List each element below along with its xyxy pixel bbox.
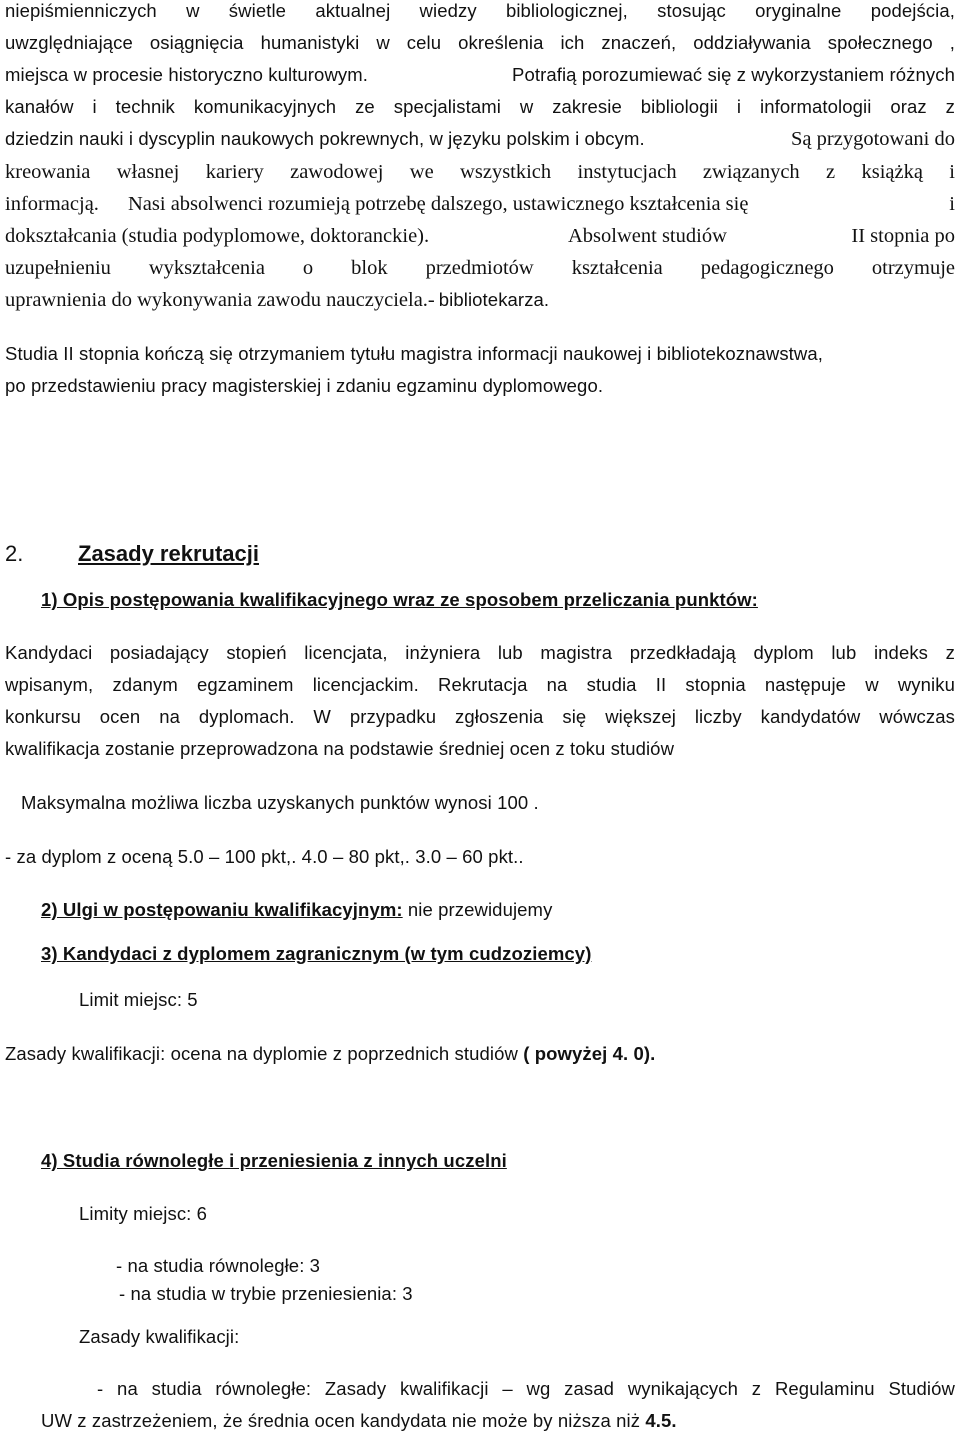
- intro-line-6: kreowania własnej kariery zawodowej we wszystkich instytucjach związanych z książką i: [5, 161, 955, 183]
- intro-line-7: informacją. Nasi absolwenci rozumieją potrzebę dalszego, ustawicznego kształcenia się i: [5, 193, 955, 215]
- intro-line-1: niepiśmienniczych w świetle aktualnej wiedzy bibliologicznej, stosując oryginalne podejścia,: [5, 0, 955, 21]
- section-title: Zasady rekrutacji: [78, 541, 259, 566]
- sub4-heading: 4) Studia równoległe i przeniesienia z innych uczelni: [41, 1150, 507, 1171]
- intro-line-8: dokształcania (studia podyplomowe, doktoranckie). Absolwent studiów II stopnia po: [5, 225, 955, 247]
- sub1-line-4: kwalifikacja zostanie przeprowadzona na podstawie średniej ocen z toku studiów: [5, 738, 675, 759]
- sub1-heading: 1) Opis postępowania kwalifikacyjnego wraz ze sposobem przeliczania punktów:: [41, 589, 758, 610]
- sub1-line-1: Kandydaci posiadający stopień licencjata, inżyniera lub magistra przedkładają dyplom lub indeks z: [5, 642, 955, 663]
- sub4-rules-label: Zasady kwalifikacji:: [79, 1326, 240, 1347]
- points-scale: - za dyplom z oceną 5.0 – 100 pkt,. 4.0 – 80 pkt,. 3.0 – 60 pkt..: [5, 846, 524, 867]
- sub3-limit: Limit miejsc: 5: [79, 989, 198, 1010]
- sub2-value: nie przewidujemy: [402, 899, 553, 920]
- sub2-row: [41, 897, 552, 923]
- sub4-parallel: - na studia równoległe: 3: [116, 1255, 321, 1276]
- sub1-line-2: wpisanym, zdanym egzaminem licencjackim. Rekrutacja na studia II stopnia następuje w wyniku: [5, 674, 955, 695]
- sub1-line-3: konkursu ocen na dyplomach. W przypadku zgłoszenia się większej liczby kandydatów wówczas: [5, 706, 955, 727]
- sub2-heading: 2) Ulgi w postępowaniu kwalifikacyjnym:: [41, 899, 403, 920]
- sub3-rules: Zasady kwalifikacji: ocena na dyplomie z poprzednich studiów ( powyżej 4. 0).: [5, 1043, 656, 1064]
- intro-line-9: uzupełnieniu wykształcenia o blok przedmiotów kształcenia pedagogicznego otrzymuje: [5, 257, 955, 279]
- intro-line-10: uprawnienia do wykonywania zawodu nauczyciela.- bibliotekarza.: [5, 289, 550, 311]
- sub4-last-line-1: - na studia równoległe: Zasady kwalifikacji – wg zasad wynikających z Regulaminu Studiów: [97, 1378, 955, 1399]
- sub4-transfer: - na studia w trybie przeniesienia: 3: [119, 1283, 413, 1304]
- degree-line-2: po przedstawieniu pracy magisterskiej i zdaniu egzaminu dyplomowego.: [5, 375, 604, 396]
- section-number: 2.: [5, 541, 24, 566]
- intro-line-3: miejsca w procesie historyczno kulturowym. Potrafią porozumiewać się z wykorzystaniem różnych: [5, 64, 955, 85]
- intro-line-2: uwzględniające osiągnięcia humanistyki w celu określenia ich znaczeń, oddziaływania społecznego ,: [5, 32, 955, 53]
- max-points: Maksymalna możliwa liczba uzyskanych punktów wynosi 100 .: [21, 792, 539, 813]
- intro-line-5: dziedzin nauki i dyscyplin naukowych pokrewnych, w języku polskim i obcym. Są przygotowani do: [5, 128, 955, 150]
- degree-line-1: Studia II stopnia kończą się otrzymaniem tytułu magistra informacji naukowej i bibliotekoznawstwa,: [5, 343, 823, 364]
- intro-line-4: kanałów i technik komunikacyjnych ze specjalistami w zakresie bibliologii i informatologii oraz z: [5, 96, 955, 117]
- section-heading: [5, 541, 955, 567]
- sub4-last-line-2: UW z zastrzeżeniem, że średnia ocen kandydata nie może by niższa niż 4.5.: [41, 1410, 677, 1431]
- sub4-limits: Limity miejsc: 6: [79, 1203, 208, 1224]
- sub3-heading: 3) Kandydaci z dyplomem zagranicznym (w tym cudzoziemcy): [41, 943, 592, 964]
